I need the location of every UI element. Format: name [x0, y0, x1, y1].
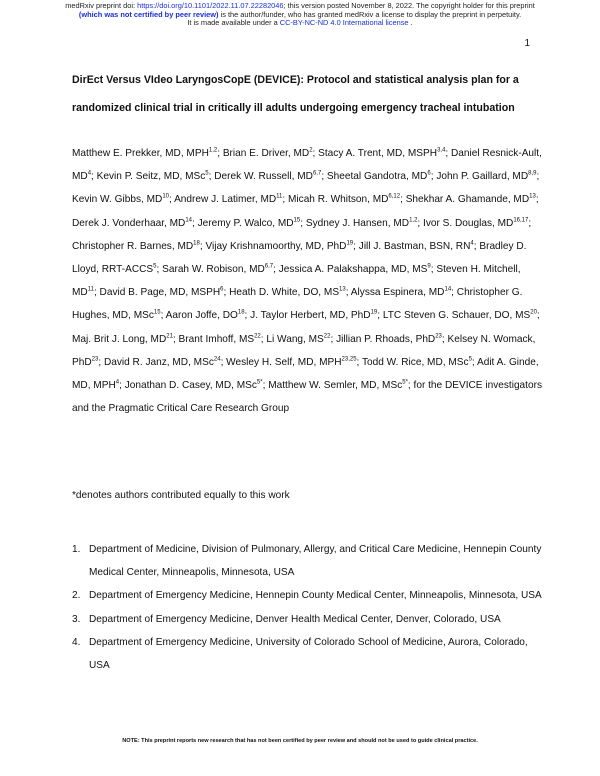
author-name: Micah R. Whitson, MD — [288, 194, 389, 206]
affiliation-text: Department of Emergency Medicine, University of Colorado School of Medicine, Aurora, Colorado, USA — [89, 636, 528, 672]
author — [436, 171, 536, 182]
author — [72, 194, 169, 205]
author-affiliation-marker: 14 — [185, 217, 193, 224]
author-affiliation-marker: 14 — [444, 286, 452, 293]
preprint-header — [0, 2, 600, 28]
author-name: Jonathan D. Casey, MD, MSc — [124, 380, 257, 392]
author-name: Kevin W. Gibbs, MD — [72, 194, 163, 206]
author-name: Shekhar A. Ghamande, MD — [405, 194, 530, 206]
author-affiliation-marker: 15 — [293, 217, 301, 224]
author — [266, 334, 330, 345]
author-name: Matthew E. Prekker, MD, MPH — [72, 148, 209, 159]
author-affiliation-marker: 4 — [87, 170, 92, 177]
affiliation-number: 4. — [72, 636, 81, 648]
author-name: LTC Steven G. Schauer, DO, MS — [382, 310, 531, 322]
author-name: Christopher R. Barnes, MD — [72, 240, 194, 252]
peer-review-disclaimer: (which was not certified by peer review) — [78, 9, 219, 19]
author — [336, 334, 442, 345]
author-affiliation-marker: 16,17 — [513, 217, 529, 224]
author — [250, 310, 377, 321]
author — [179, 334, 261, 345]
affiliation-item — [72, 631, 542, 677]
author-group-tail: for the DEVICE investigators and the Pragmatic Critical Care Research Group — [72, 380, 542, 415]
author-name: Christopher G. Hughes, MD, MSc — [72, 287, 523, 322]
affiliation-item — [72, 584, 542, 607]
author — [100, 287, 224, 298]
author-affiliation-marker: 1,2 — [409, 217, 418, 224]
author-name: Aaron Joffe, DO — [165, 310, 238, 322]
author-affiliation-marker: 19 — [346, 240, 354, 247]
doi-link[interactable]: https://doi.org/10.1101/2022.11.07.22282046 — [137, 1, 284, 10]
author — [359, 241, 474, 252]
author-affiliation-marker: 23,25 — [341, 356, 357, 363]
author-affiliation-marker: 5* — [402, 379, 408, 386]
author — [214, 171, 321, 182]
affiliation-list — [72, 538, 542, 677]
author-name: Brant Imhoff, MS — [178, 333, 255, 345]
author-affiliation-marker: 11 — [276, 194, 283, 201]
author-name: Brian E. Driver, MD — [222, 148, 310, 159]
author — [174, 194, 282, 205]
page-number: 1 — [524, 38, 530, 49]
author-list: Matthew E. Prekker, MD, MPH$^{1,2}$; Brian E. Driver, $MD^2$; Stacy A. Trent, MD, MSPH$^{3,4}$; Daniel Resnick-Ault, $MD^4$; Kevin P. Seitz, MD, MSc$^5$; Derek W. Russell, MD$^{6,7}$; Sheetal Gandotra, $MD^6$; John P. Gaillard, MD$^{8,9}$; Kevin W. Gibbs, MD$^{10}$; Andrew J. Latimer, MD$^{11}$; Micah R. Whitson, MD$^{6,12}$; Shekhar A. Ghamande, MD$^{13}$; Derek J. Vonderhaar, MD$^{14}$; Jeremy P. Walco, MD$^{15}$; Sydney J. Hansen, MD$^{1,2}$; Ivor S. Douglas, MD$^{16,17}$; Christopher R. Barnes, MD$^{18}$; Vijay Krishnamoorthy, MD, PhD$^{19}$; Jill J. Bastman, BSN, $RN^4$; Bradley D. Lloyd, RRT-ACCS$^5$; Sarah W. Robison, MD$^{6,7}$; Jessica A. Palakshappa, MD, $MS^9$; Steven H. Mitchell, MD$^{11}$; David B. Page, MD, MSPH$^6$; Heath D. White, DO, MS$^{13}$; Alyssa Espinera, MD$^{14}$; Christopher G. Hughes, MD, MSc$^{15}$; Aaron Joffe, DO$^{18}$; J. Taylor Herbert, MD, PhD$^{19}$; LTC Steven G. Schauer, DO, MS$^{20}$; Maj. Brit J. Long, MD$^{21}$; Brant Imhoff, MS$^{22}$; Li Wang, MS$^{22}$; Jillian P. Rhoads, PhD$^{23}$; Kelsey N. Womack, PhD$^{23}$; David R. Janz, MD, MSc$^{24}$; Wesley H. Self, MD, MPH$^{23,25}$; Todd W. Rice, MD, MSc$^5$; Adit A. Ginde, MD, MPH$^4$; Jonathan D. Casey, MD, MSc$^{5*}$; Matthew W. Semler, MD, MSc$^{5*}$; for the DEVICE investigators and the Pragmatic Critical Care Research Group — [72, 147, 542, 415]
author — [423, 218, 528, 229]
author — [362, 357, 472, 368]
author-affiliation-marker: 5 — [153, 263, 157, 270]
author-affiliation-marker: 10 — [162, 194, 169, 201]
author-name: John P. Gaillard, MD — [436, 171, 529, 183]
author-name: Adit A. Ginde, MD, MPH — [72, 356, 539, 392]
author-name: Li Wang, MS — [266, 333, 324, 345]
author-name: Sheetal Gandotra, MD — [326, 171, 428, 183]
author — [162, 264, 273, 275]
author — [226, 357, 356, 368]
author — [383, 310, 537, 321]
author-affiliation-marker: 6,7 — [312, 170, 322, 177]
header-line-3 — [0, 19, 600, 28]
author-affiliation-marker: 21 — [166, 333, 173, 340]
author — [104, 357, 221, 368]
author-affiliation-marker: 4 — [470, 240, 474, 247]
author-affiliation-marker: 13 — [339, 286, 346, 293]
author-affiliation-marker: 15 — [153, 310, 161, 317]
author-name: Jessica A. Palakshappa, MD, MS — [278, 264, 428, 276]
author — [72, 218, 192, 229]
author — [306, 218, 418, 229]
author-name: Kevin P. Seitz, MD, MSc — [96, 171, 206, 183]
author-name: Maj. Brit J. Long, MD — [72, 333, 167, 345]
affiliation-text: Department of Medicine, Division of Pulmonary, Allergy, and Critical Care Medicine, Hennepin County Medical Center, Minneapolis, Minnesota, USA — [89, 544, 542, 579]
author-affiliation-marker: 22 — [323, 333, 331, 340]
author-affiliation-marker: 9 — [427, 263, 431, 270]
author-name: Jill J. Bastman, BSN, RN — [358, 240, 471, 252]
author-name: Kelsey N. Womack, PhD — [72, 333, 536, 368]
author-name: Derek W. Russell, MD — [214, 171, 313, 183]
license-link[interactable]: CC-BY-NC-ND 4.0 International license — [279, 18, 409, 28]
author-affiliation-marker: 18 — [237, 310, 245, 317]
author-affiliation-marker: 6 — [427, 170, 431, 177]
license-prefix: It is made available under a — [187, 18, 280, 28]
license-suffix: . — [408, 18, 413, 28]
author-name: Heath D. White, DO, MS — [229, 287, 340, 299]
author — [223, 148, 313, 159]
author-name: David R. Janz, MD, MSc — [103, 356, 214, 368]
author-affiliation-marker: 4 — [115, 379, 120, 386]
author — [406, 194, 536, 205]
author-affiliation-marker: 6,7 — [264, 263, 274, 270]
affiliation-item — [72, 608, 542, 631]
author-affiliation-marker: 20 — [530, 310, 537, 317]
author-affiliation-marker: 5 — [205, 170, 209, 177]
author — [205, 241, 353, 252]
author — [72, 241, 200, 252]
author — [125, 380, 263, 391]
author-name: Jillian P. Rhoads, PhD — [336, 333, 436, 345]
author-name: Steven H. Mitchell, MD — [72, 264, 521, 299]
author-affiliation-marker: 11 — [87, 286, 94, 293]
author-name: Matthew W. Semler, MD, MSc — [268, 380, 403, 392]
author-affiliation-marker: 23 — [435, 333, 442, 340]
author-name: Sydney J. Hansen, MD — [305, 217, 410, 229]
author-affiliation-marker: 5 — [468, 356, 472, 363]
author — [229, 287, 346, 298]
author-affiliation-marker: 18 — [193, 240, 200, 247]
author-name: Derek J. Vonderhaar, MD — [72, 217, 186, 229]
author-affiliation-marker: 8,9 — [528, 170, 537, 177]
author-name: Daniel Resnick-Ault, MD — [72, 148, 542, 183]
author — [72, 148, 217, 159]
author — [327, 171, 431, 182]
author-affiliation-marker: 3,4 — [437, 147, 446, 154]
author-affiliation-marker: 5* — [256, 379, 263, 386]
author-affiliation-marker: 19 — [370, 310, 378, 317]
author-name: Bradley D. Lloyd, RRT-ACCS — [72, 240, 527, 276]
affiliation-number: 2. — [72, 590, 81, 602]
affiliation-text: Department of Emergency Medicine, Hennepin County Medical Center, Minneapolis, Minnesota, USA — [89, 590, 542, 602]
author-name: Wesley H. Self, MD, MPH — [226, 356, 342, 368]
author-name: J. Taylor Herbert, MD, PhD — [250, 310, 371, 322]
author — [279, 264, 431, 275]
author — [318, 148, 445, 159]
equal-contribution-note: *denotes authors contributed equally to this work — [72, 490, 290, 501]
author-name: Vijay Krishnamoorthy, MD, PhD — [205, 240, 347, 252]
author-name: Todd W. Rice, MD, MSc — [361, 356, 469, 368]
author-name: Stacy A. Trent, MD, MSPH — [318, 148, 438, 159]
author — [351, 287, 451, 298]
affiliation-text: Department of Emergency Medicine, Denver Health Medical Center, Denver, Colorado, USA — [89, 613, 501, 625]
author-affiliation-marker: 6,12 — [388, 194, 401, 201]
author-affiliation-marker: 23 — [91, 356, 99, 363]
header-doi-prefix: medRxiv preprint doi: — [65, 1, 138, 10]
affiliation-item — [72, 538, 542, 584]
author-affiliation-marker: 24 — [213, 356, 221, 363]
author-name: Ivor S. Douglas, MD — [423, 217, 514, 229]
header-copyright-text: ; this version posted November 8, 2022. The copyright holder for this preprint — [283, 1, 535, 10]
author-affiliation-marker: 22 — [254, 333, 261, 340]
author-name: Andrew J. Latimer, MD — [174, 194, 277, 206]
paper-title: DirEct Versus VIdeo LaryngosCopE (DEVICE): Protocol and statistical analysis plan for a randomized clinical trial in critically ill adults undergoing emergency tracheal intubation — [72, 74, 519, 114]
affiliation-number: 3. — [72, 613, 81, 625]
author — [97, 171, 209, 182]
author-affiliation-marker: 2 — [309, 147, 313, 154]
author — [268, 380, 408, 391]
affiliation-number: 1. — [72, 544, 81, 555]
author — [72, 334, 173, 345]
preprint-footer-note: NOTE: This preprint reports new research that has not been certified by peer review and should not be used to guide clinical practice. — [122, 738, 478, 744]
author-name: Jeremy P. Walco, MD — [197, 217, 294, 229]
author — [198, 218, 301, 229]
author-affiliation-marker: 1,2 — [208, 147, 218, 154]
author-name: Alyssa Espinera, MD — [350, 287, 445, 299]
author-affiliation-marker: 6 — [220, 286, 224, 293]
author — [166, 310, 245, 321]
author-affiliation-marker: 13 — [529, 194, 536, 201]
license-grant-text: is the author/funder, who has granted medRxiv a license to display the preprint in perpetuity. — [218, 9, 522, 19]
author-name: Sarah W. Robison, MD — [162, 264, 265, 276]
author — [288, 194, 400, 205]
author-name: David B. Page, MD, MSPH — [99, 287, 221, 299]
